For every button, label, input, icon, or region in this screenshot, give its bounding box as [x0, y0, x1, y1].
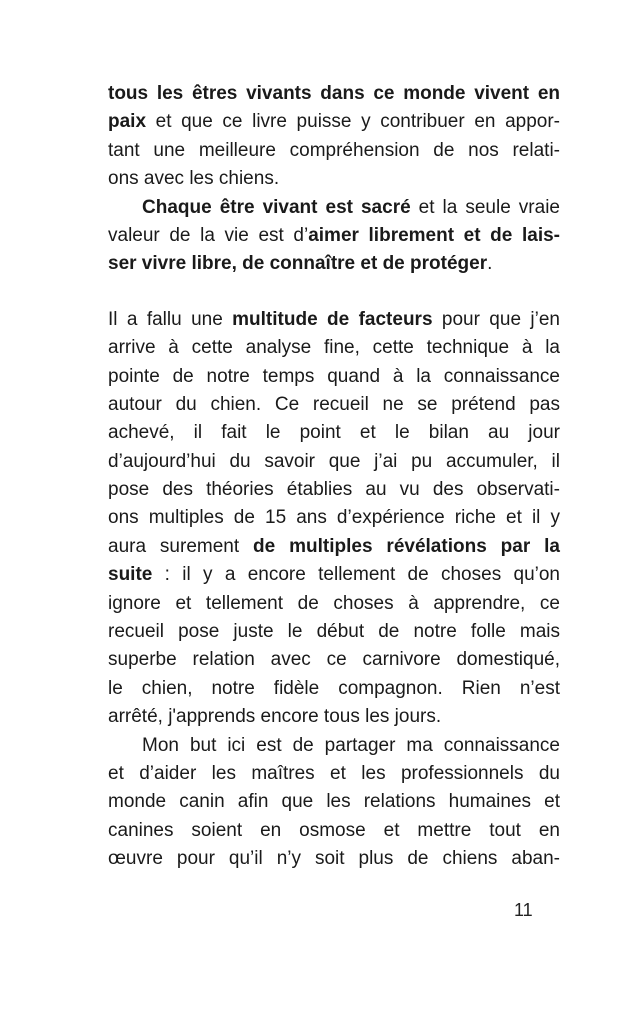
text-line — [108, 137, 560, 165]
text-line — [108, 760, 560, 788]
text-line — [108, 334, 560, 362]
bold-text: multitude de facteurs — [232, 308, 433, 330]
text-line — [108, 533, 560, 561]
text-line — [108, 476, 560, 504]
text-line — [108, 363, 560, 391]
text-run: recueil pose juste le début de notre folle mais — [108, 621, 560, 643]
text-line — [108, 845, 560, 873]
text-line — [108, 788, 560, 816]
text-line — [108, 165, 560, 193]
text-line — [108, 448, 560, 476]
text-run: Il a fallu une — [108, 308, 233, 330]
text-run: . — [487, 253, 493, 275]
text-line — [108, 504, 560, 532]
text-run: et d’aider les maîtres et les professionnels du — [108, 762, 560, 784]
text-run: canines soient en osmose et mettre tout en — [108, 819, 560, 841]
text-line — [108, 419, 560, 447]
paragraph — [108, 732, 560, 874]
text-line — [108, 618, 560, 646]
bold-text: de multiples révélations par la — [253, 535, 560, 557]
bold-text: tous les êtres vivants dans ce monde vivent en — [108, 83, 560, 104]
text-run: arrêté, j'apprends encore tous les jours. — [108, 706, 442, 728]
text-run: ignore et tellement de choses à apprendre, ce — [108, 592, 560, 614]
text-run: pour que j’en — [432, 308, 560, 330]
text-line — [108, 80, 560, 108]
text-run: tant une meilleure compréhension de nos relati- — [108, 139, 560, 161]
bold-text: paix — [108, 111, 147, 133]
text-run: pose des théories établies au vu des observati- — [108, 479, 560, 501]
bold-text: Chaque être vivant est sacré — [142, 196, 411, 218]
text-run: œuvre pour qu’il n’y soit plus de chiens aban- — [108, 848, 560, 870]
bold-text: aimer librement et de lais- — [308, 224, 560, 246]
text-run: ons multiples de 15 ans d’expérience riche et il y — [108, 507, 560, 529]
text-run: monde canin afin que les relations humaines et — [108, 791, 560, 813]
bold-text: suite — [108, 564, 153, 586]
bold-text: ser vivre libre, de connaître et de protéger — [108, 253, 488, 275]
text-run: : il y a encore tellement de choses qu’on — [152, 564, 560, 586]
text-line — [108, 306, 560, 334]
text-run: valeur de la vie est d’ — [108, 224, 309, 246]
text-line — [108, 590, 560, 618]
text-run: arrive à cette analyse fine, cette technique à la — [108, 337, 560, 359]
paragraph — [108, 80, 560, 194]
text-run: superbe relation avec ce carnivore domestiqué, — [108, 649, 560, 671]
text-line — [108, 222, 560, 250]
text-line — [108, 732, 560, 760]
text-line — [108, 561, 560, 589]
text-line — [108, 194, 560, 222]
text-run: le chien, notre fidèle compagnon. Rien n’est — [108, 677, 560, 699]
text-run: aura surement — [108, 535, 254, 557]
text-run: et la seule vraie — [410, 196, 560, 218]
text-line — [108, 391, 560, 419]
paragraph — [108, 306, 560, 732]
text-line — [108, 817, 560, 845]
page-body — [108, 80, 560, 874]
paragraph — [108, 194, 560, 279]
text-run: autour du chien. Ce recueil ne se prétend pas — [108, 393, 560, 415]
text-run: ons avec les chiens. — [108, 168, 280, 190]
text-run: d’aujourd’hui du savoir que j’ai pu accumuler, il — [108, 450, 560, 472]
text-line — [108, 675, 560, 703]
text-line — [108, 250, 560, 278]
text-line — [108, 108, 560, 136]
page-number: 11 — [514, 900, 533, 920]
text-run: et que ce livre puisse y contribuer en appor- — [146, 111, 560, 133]
text-run: Mon but ici est de partager ma connaissance — [142, 734, 560, 756]
text-run: achevé, il fait le point et le bilan au jour — [108, 422, 560, 444]
text-line — [108, 646, 560, 674]
text-run: pointe de notre temps quand à la connaissance — [108, 365, 560, 387]
text-line — [108, 703, 560, 731]
